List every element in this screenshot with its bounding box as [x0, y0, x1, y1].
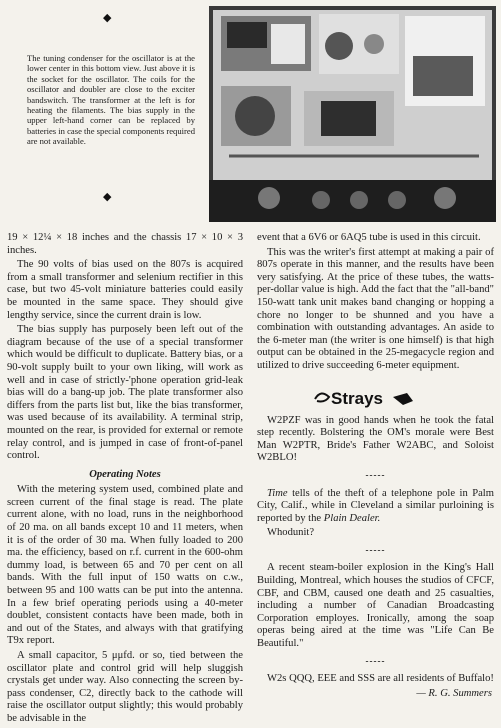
signature: — R. G. Summers — [416, 687, 492, 699]
strays-logo — [313, 385, 433, 411]
strays-title: Strays — [331, 388, 383, 408]
paragraph: 19 × 12¼ × 18 inches and the chassis 17 × 10 × 3 inches. — [7, 232, 243, 256]
paragraph: This was the writer's first attempt at making a pair of 807s operate in this manner, and the results have been very satisfying. At the price of these tubes, the watts-per-dollar value is high. Add the fact that the "all-band" 150-watt tank unit makes band changing or hopping a chore no longer to be shunned and you have a combination with outstanding advantages. An aside to the 6-meter man (the writer is one himself) is that high output can be obtained in the 25-megacycle region and utilized to drive succeeding 6-meter equipment. — [257, 246, 494, 371]
stray-item: W2s QQQ, EEE and SSS are all residents of Buffalo! — [267, 673, 494, 685]
paragraph: The bias supply has purposely been left out of the diagram because of the use of a special transformer which would be difficult to duplicate. Battery bias, or a 90-volt supply built to your own liking, will work as well and in case of strictly-'phone operation grid-leak bias will do a bang-up job. The plate transformer also differs from the parts list but, like the bias transformer, was used because of its availability. A terminal strip, mounted on the rear, is provided for external or remote relay control, and is jumped in case of front-of-panel control. — [7, 324, 243, 462]
stray-item: Time tells of the theft of a telephone pole in Palm City, Calif., while in Cleveland a similar purloining is reported by the Plain Dealer. — [257, 487, 494, 524]
photo-caption: The tuning condenser for the oscillator is at the lower center in this bottom view. Just above it is the socket for the oscillator. The coils for the oscillator and doubler are close to the exciter bandswitch. The transformer at the left is for heating the filaments. The bias supply in the upper left-hand corner can be replaced by batteries in case the special components required are not available. — [27, 53, 195, 147]
paragraph: With the metering system used, combined plate and screen current of the final stage is read. The plate current alone, with no load, runs in the neighborhood of 20 ma. on all bands except 10 and 11 meters, when it is of the order of 30 ma. When fully loaded to 200 ma. the efficiency, based on r.f. current in the 600-ohm dummy load, is between 65 and 70 per cent on all bands. With the full input of 150 watts on c.w., between 95 and 100 watts can be put into the antenna. In a few brief operating periods using a 40-meter doublet, consistent contacts have been made, both in and out of the States, and always with that gratifying T9x report. — [7, 484, 243, 647]
left-column — [7, 232, 243, 728]
paragraph: A small capacitor, 5 μμfd. or so, tied between the oscillator plate and control grid will help sluggish crystals get under way. Also connecting the screen by-pass condenser, C2, directly back to the cathode will raise the oscillator output slightly; this would probably be advisable in the — [7, 650, 243, 724]
separator: ----- — [365, 544, 386, 555]
section-heading: Operating Notes — [89, 468, 161, 480]
stray-item: Whodunit? — [267, 527, 315, 539]
strays-banner — [257, 383, 494, 411]
right-column — [257, 232, 494, 700]
chassis-bottom-photo — [209, 6, 496, 222]
paragraph: The 90 volts of bias used on the 807s is acquired from a small transformer and selenium rectifier in this case, but two 45-volt miniature batteries could easily be mounted in the same space. They should give lengthy service, since the current drain is low. — [7, 259, 243, 321]
separator: ----- — [365, 655, 386, 666]
paragraph: event that a 6V6 or 6AQ5 tube is used in this circuit. — [257, 232, 481, 243]
stray-item: A recent steam-boiler explosion in the King's Hall Building, Montreal, which houses the studios of CFCF, CBF, and CBM, caused one death and 25 casualties, including a number of Canadian Broadcasting Corporation employes. Ironically, among the soap operas being aired at the time was "Life Can Be Beautiful." — [257, 562, 494, 650]
stray-item: W2PZF was in good hands when he took the fatal step recently. Bolstering the OM's morale were Best Man W2PTR, Bride's Father W2ABC, and Soloist W2BLO! — [257, 414, 494, 464]
diamond-ornament-top: ◆ — [103, 12, 112, 24]
separator: ----- — [365, 469, 386, 480]
diamond-ornament-bottom: ◆ — [103, 191, 112, 203]
